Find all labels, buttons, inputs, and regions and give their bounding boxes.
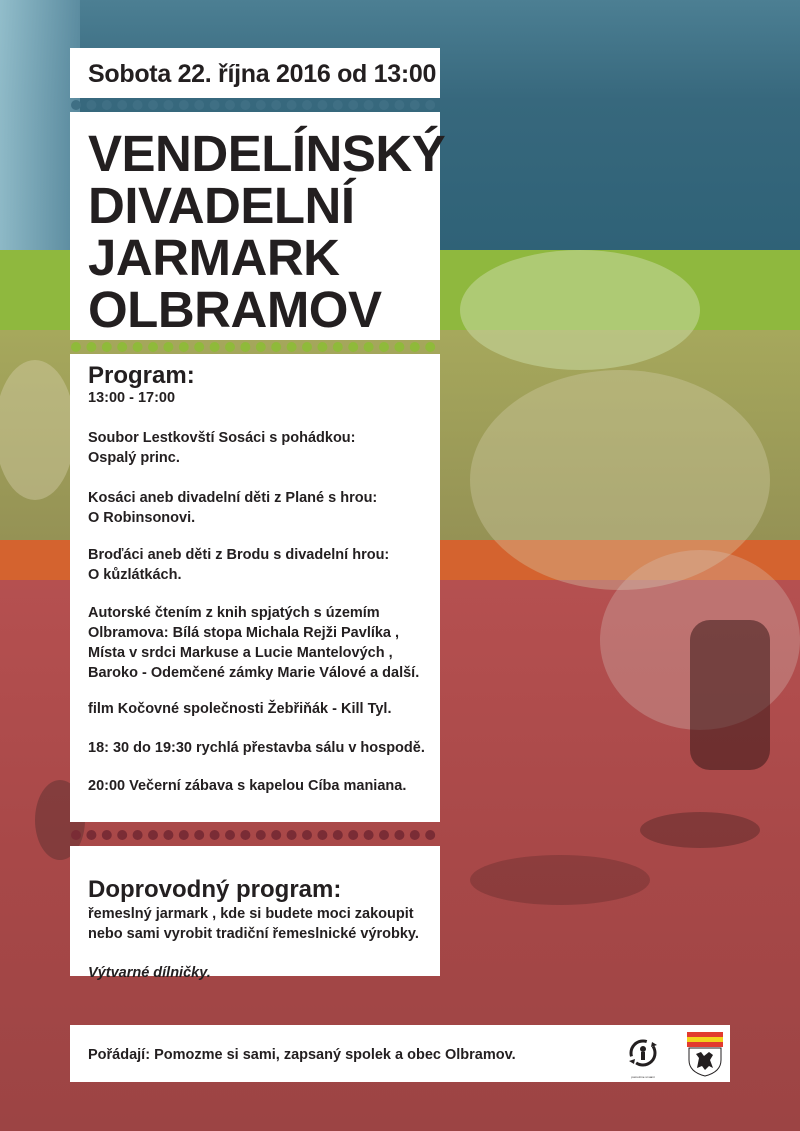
divider-dot	[287, 830, 297, 840]
divider-dot	[148, 342, 158, 352]
divider-dot	[163, 342, 173, 352]
divider-dot	[240, 100, 250, 110]
divider-dot	[364, 342, 374, 352]
program-line: Autorské čtením z knih spjatých s územím	[88, 605, 380, 621]
program-item	[88, 545, 389, 585]
divider-dot	[71, 830, 81, 840]
divider-dot	[194, 342, 204, 352]
divider-dot	[410, 830, 420, 840]
divider-middle	[70, 339, 440, 355]
divider-dot	[179, 342, 189, 352]
divider-dot	[317, 342, 327, 352]
divider-dot	[348, 830, 358, 840]
divider-dot	[271, 100, 281, 110]
divider-dot	[179, 100, 189, 110]
program-line: O Robinsonovi.	[88, 510, 196, 526]
secondary-text	[88, 904, 419, 944]
divider-dot	[379, 100, 389, 110]
divider-dot	[348, 342, 358, 352]
divider-dot	[379, 830, 389, 840]
pomozme-logo-caption: pomozme si sami	[631, 1075, 655, 1079]
title-line: JARMARK	[88, 229, 340, 286]
organizers-text: Pořádají: Pomozme si sami, zapsaný spolek a obec Olbramov.	[88, 1047, 516, 1063]
divider-dot	[163, 100, 173, 110]
title-line: VENDELÍNSKÝ	[88, 125, 446, 182]
secondary-line: řemeslný jarmark , kde si budete moci zakoupit	[88, 906, 414, 922]
program-item	[88, 738, 425, 758]
program-line: Olbramova: Bílá stopa Michala Rejži Pavlíka ,	[88, 625, 400, 641]
divider-dot	[102, 342, 112, 352]
program-line: Kosáci aneb divadelní děti z Plané s hrou:	[88, 490, 378, 506]
event-title	[88, 125, 446, 338]
program-item	[88, 488, 377, 528]
divider-dot	[394, 342, 404, 352]
divider-dot	[271, 342, 281, 352]
divider-dot	[225, 100, 235, 110]
divider-dot	[394, 830, 404, 840]
program-time: 13:00 - 17:00	[88, 390, 176, 406]
divider-dot	[364, 830, 374, 840]
program-heading: Program:	[88, 362, 195, 389]
divider-dot	[210, 342, 220, 352]
divider-dot	[86, 342, 96, 352]
divider-dot	[86, 830, 96, 840]
divider-dot	[225, 830, 235, 840]
divider-dot	[210, 100, 220, 110]
program-item	[88, 428, 356, 468]
program-item	[88, 699, 391, 719]
program-line: Ospalý princ.	[88, 450, 180, 466]
divider-dot	[240, 342, 250, 352]
divider-dot	[148, 830, 158, 840]
divider-dot	[379, 342, 389, 352]
divider-dot	[163, 830, 173, 840]
divider-dot	[148, 100, 158, 110]
divider-dot	[287, 342, 297, 352]
divider-dot	[179, 830, 189, 840]
divider-dot	[425, 100, 435, 110]
program-line: film Kočovné společnosti Žebřiňák - Kill Tyl.	[88, 701, 392, 717]
divider-dot	[117, 830, 127, 840]
divider-dot	[410, 100, 420, 110]
secondary-heading: Doprovodný program:	[88, 876, 342, 903]
divider-dot	[133, 830, 143, 840]
divider-dot	[333, 830, 343, 840]
divider-dot	[71, 342, 81, 352]
divider-dot	[133, 100, 143, 110]
divider-dot	[256, 342, 266, 352]
divider-dot	[333, 342, 343, 352]
pomozme-logo	[626, 1036, 660, 1079]
divider-dot	[348, 100, 358, 110]
divider-dot	[425, 342, 435, 352]
divider-dot	[302, 342, 312, 352]
divider-dot	[364, 100, 374, 110]
divider-dot	[71, 100, 81, 110]
divider-dot	[194, 830, 204, 840]
secondary-line: nebo sami vyrobit tradiční řemeslnické výrobky.	[88, 926, 419, 942]
program-item	[88, 603, 419, 683]
divider-dot	[271, 830, 281, 840]
divider-dot	[210, 830, 220, 840]
divider-bottom	[70, 827, 440, 843]
divider-dot	[194, 100, 204, 110]
divider-dot	[240, 830, 250, 840]
divider-dot	[256, 100, 266, 110]
divider-dot	[86, 100, 96, 110]
divider-dot	[117, 100, 127, 110]
divider-dot	[102, 830, 112, 840]
divider-dot	[410, 342, 420, 352]
program-line: Broďáci aneb děti z Brodu s divadelní hrou:	[88, 547, 390, 563]
program-line: 18: 30 do 19:30 rychlá přestavba sálu v hospodě.	[88, 740, 425, 756]
program-line: Soubor Lestkovští Sosáci s pohádkou:	[88, 430, 356, 446]
divider-dot	[302, 830, 312, 840]
divider-dot	[102, 100, 112, 110]
event-date: Sobota 22. října 2016 od 13:00	[88, 60, 437, 88]
divider-dot	[333, 100, 343, 110]
divider-dot	[256, 830, 266, 840]
title-line: OLBRAMOV	[88, 281, 382, 338]
title-line: DIVADELNÍ	[88, 177, 355, 234]
divider-dot	[317, 100, 327, 110]
program-line: Místa v srdci Markuse a Lucie Mantelových ,	[88, 645, 393, 661]
divider-dot	[302, 100, 312, 110]
secondary-note: Výtvarné dílničky.	[88, 965, 211, 981]
divider-dot	[425, 830, 435, 840]
divider-dot	[225, 342, 235, 352]
olbramov-coat-of-arms-icon	[685, 1030, 725, 1078]
program-line: 20:00 Večerní zábava s kapelou Cíba maniana.	[88, 778, 407, 794]
divider-dot	[317, 830, 327, 840]
divider-dot	[117, 342, 127, 352]
divider-dot	[394, 100, 404, 110]
program-line: Baroko - Odemčené zámky Marie Válové a další.	[88, 665, 420, 681]
divider-dot	[133, 342, 143, 352]
program-line: O kůzlátkách.	[88, 567, 182, 583]
divider-top	[70, 97, 440, 113]
program-item	[88, 776, 406, 796]
divider-dot	[287, 100, 297, 110]
